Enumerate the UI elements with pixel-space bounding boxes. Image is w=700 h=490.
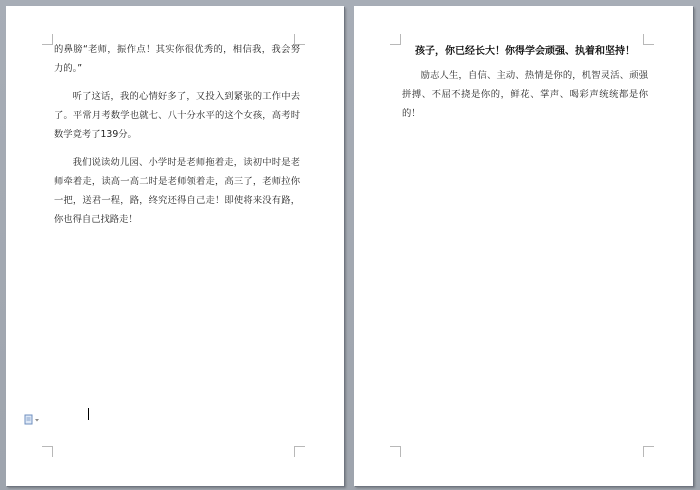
margin-corner-bottom-left [390, 446, 401, 457]
section-heading: 孩子，你已经长大！你得学会顽强、执着和坚持！ [415, 46, 635, 57]
margin-corner-top-left [42, 34, 53, 45]
margin-corner-bottom-right [294, 446, 305, 457]
document-page-left[interactable] [6, 6, 344, 486]
page-body[interactable] [402, 42, 648, 132]
margin-corner-top-left [390, 34, 401, 45]
paragraph: 励志人生，自信、主动、热情是你的，机智灵活、顽强拼搏、不屈不挠是你的，鲜花、掌声、喝彩声统统都是你的！ [402, 70, 648, 119]
paste-options-icon[interactable] [24, 411, 42, 423]
page-body[interactable] [54, 40, 300, 238]
paragraph: 听了这话，我的心情好多了，又投入到紧张的工作中去了。平常月考数学也就七、八十分水平的这个女孩，高考时数学竟考了139分。 [54, 91, 300, 140]
paragraph: 的鼻膀“老师，振作点！其实你很优秀的，相信我，我会努力的。” [54, 44, 300, 74]
document-page-right[interactable] [354, 6, 693, 486]
margin-corner-bottom-left [42, 446, 53, 457]
margin-corner-bottom-right [643, 446, 654, 457]
paragraph: 我们说读幼儿园、小学时是老师拖着走，读初中时是老师牵着走，读高一高二时是老师领着走，高三了，老师拉你一把，送君一程，路，终究还得自己走！即使将来没有路，你也得自己找路走！ [54, 157, 300, 225]
text-caret [88, 408, 89, 420]
